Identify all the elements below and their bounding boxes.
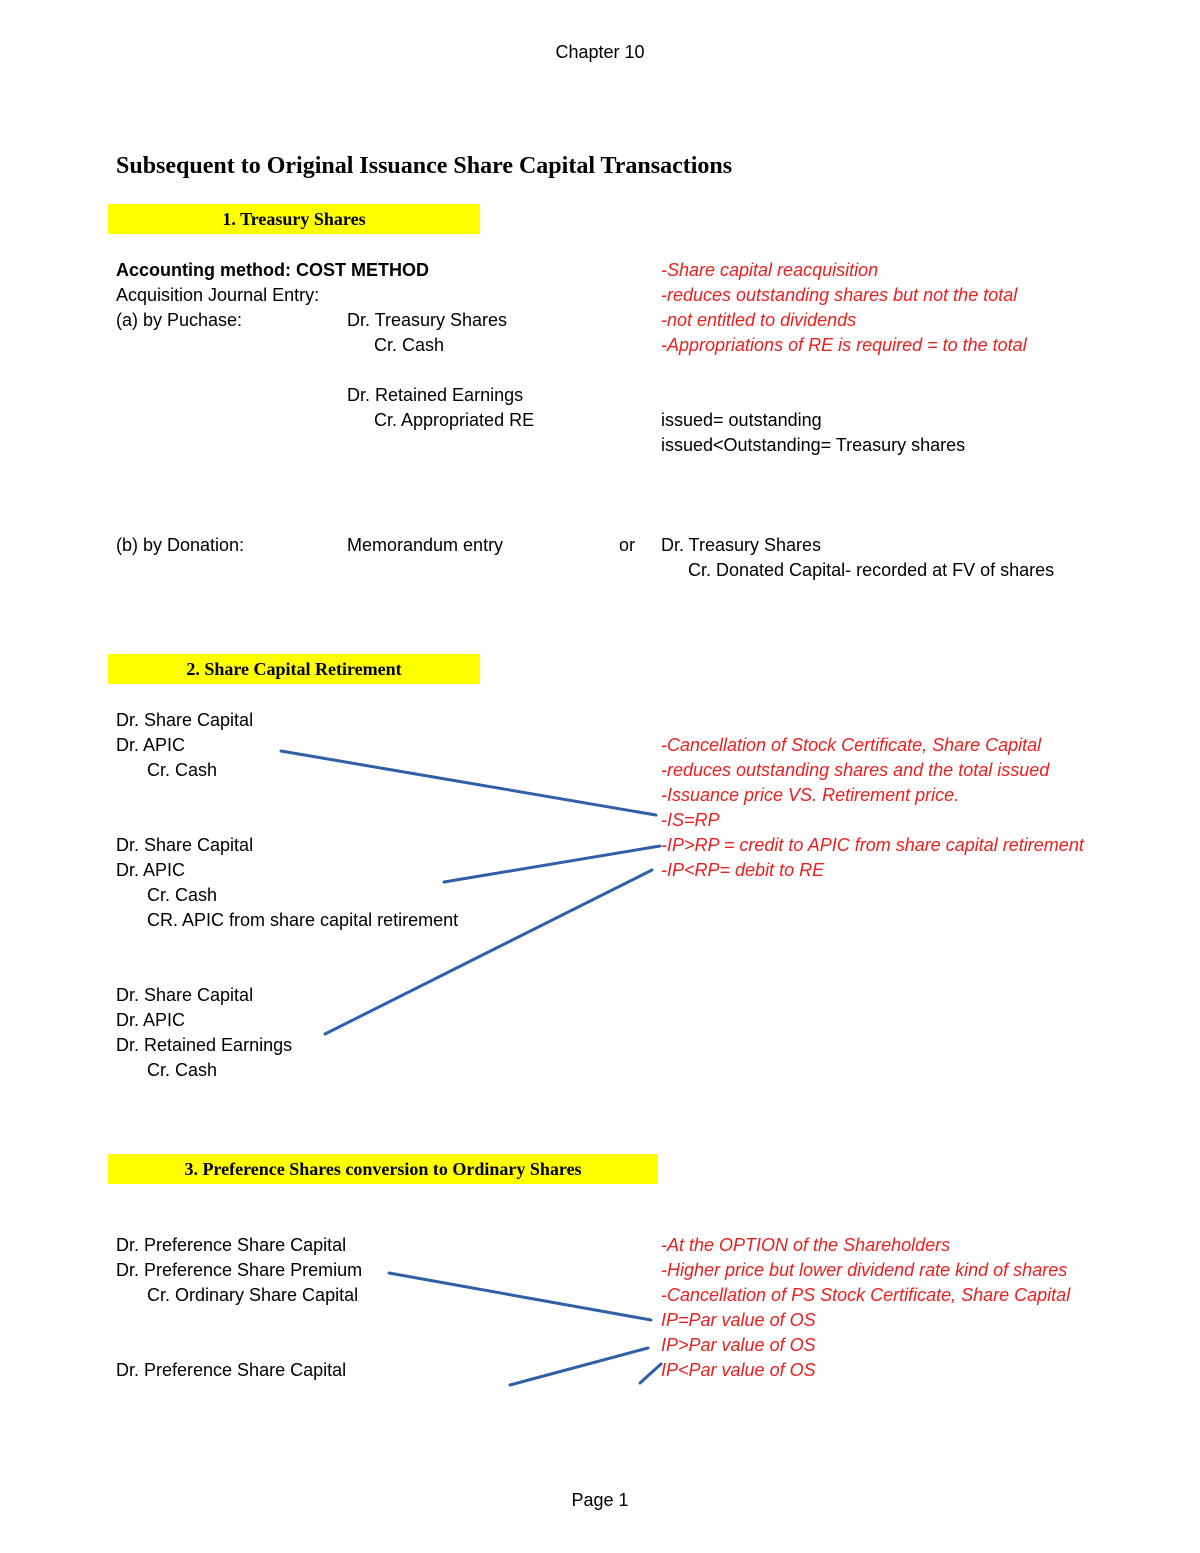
retirement-entry1-credit1: Cr. Cash bbox=[147, 760, 218, 780]
issued-equals-note: issued= outstanding bbox=[661, 410, 822, 430]
connector-line bbox=[444, 846, 660, 882]
re-debit: Dr. Retained Earnings bbox=[347, 385, 524, 405]
conversion-entry1-debit1: Dr. Preference Share Capital bbox=[116, 1235, 347, 1255]
retirement-entry3-debit1: Dr. Share Capital bbox=[116, 985, 254, 1005]
retirement-note: -Issuance price VS. Retirement price. bbox=[661, 785, 960, 805]
page-footer: Page 1 bbox=[571, 1490, 629, 1510]
conversion-note: -At the OPTION of the Shareholders bbox=[661, 1235, 951, 1255]
treasury-note: -Appropriations of RE is required = to the total bbox=[661, 335, 1027, 355]
page-header: Chapter 10 bbox=[555, 42, 645, 62]
conversion-note: IP>Par value of OS bbox=[661, 1335, 816, 1355]
retirement-entry1-debit2: Dr. APIC bbox=[116, 735, 186, 755]
connector-line bbox=[281, 751, 656, 815]
section-3-heading: 3. Preference Shares conversion to Ordinary Shares bbox=[108, 1154, 658, 1184]
donation-label: (b) by Donation: bbox=[116, 535, 245, 555]
conversion-note: -Higher price but lower dividend rate kind of shares bbox=[661, 1260, 1068, 1280]
page-title: Subsequent to Original Issuance Share Capital Transactions bbox=[116, 153, 733, 179]
retirement-entry2-credit1: Cr. Cash bbox=[147, 885, 218, 905]
accounting-method-label: Accounting method: COST METHOD bbox=[116, 260, 429, 280]
treasury-note: -Share capital reacquisition bbox=[661, 260, 879, 280]
purchase-credit: Cr. Cash bbox=[374, 335, 445, 355]
conversion-note: IP=Par value of OS bbox=[661, 1310, 816, 1330]
retirement-note: -IP<RP= debit to RE bbox=[661, 860, 825, 880]
conversion-entry2-debit1: Dr. Preference Share Capital bbox=[116, 1360, 347, 1380]
connector-line bbox=[640, 1364, 661, 1383]
connector-line bbox=[325, 870, 652, 1034]
retirement-entry3-debit2: Dr. APIC bbox=[116, 1010, 186, 1030]
conversion-note: -Cancellation of PS Stock Certificate, Share Capital bbox=[661, 1285, 1071, 1305]
acquisition-entry-label: Acquisition Journal Entry: bbox=[116, 285, 320, 305]
retirement-note: -Cancellation of Stock Certificate, Share Capital bbox=[661, 735, 1042, 755]
conversion-entry1-credit1: Cr. Ordinary Share Capital bbox=[147, 1285, 359, 1305]
retirement-entry2-credit2: CR. APIC from share capital retirement bbox=[147, 910, 459, 930]
retirement-entry3-credit1: Cr. Cash bbox=[147, 1060, 218, 1080]
memorandum-entry: Memorandum entry bbox=[347, 535, 504, 555]
issued-less-note: issued<Outstanding= Treasury shares bbox=[661, 435, 966, 455]
donation-debit: Dr. Treasury Shares bbox=[661, 535, 822, 555]
conversion-note: IP<Par value of OS bbox=[661, 1360, 816, 1380]
or-text: or bbox=[619, 535, 636, 555]
section-1-heading: 1. Treasury Shares bbox=[108, 204, 480, 234]
section-2-heading: 2. Share Capital Retirement bbox=[108, 654, 480, 684]
re-credit: Cr. Appropriated RE bbox=[374, 410, 535, 430]
retirement-note: -reduces outstanding shares and the total issued bbox=[661, 760, 1050, 780]
retirement-note: -IP>RP = credit to APIC from share capital retirement bbox=[661, 835, 1084, 855]
retirement-note: -IS=RP bbox=[661, 810, 720, 830]
retirement-entry1-debit1: Dr. Share Capital bbox=[116, 710, 254, 730]
purchase-label: (a) by Puchase: bbox=[116, 310, 243, 330]
retirement-entry2-debit2: Dr. APIC bbox=[116, 860, 186, 880]
purchase-debit: Dr. Treasury Shares bbox=[347, 310, 508, 330]
donation-credit: Cr. Donated Capital- recorded at FV of shares bbox=[688, 560, 1055, 580]
retirement-entry3-debit3: Dr. Retained Earnings bbox=[116, 1035, 293, 1055]
retirement-entry2-debit1: Dr. Share Capital bbox=[116, 835, 254, 855]
connector-line bbox=[510, 1348, 648, 1385]
connector-line bbox=[389, 1273, 651, 1320]
conversion-entry1-debit2: Dr. Preference Share Premium bbox=[116, 1260, 363, 1280]
treasury-note: -not entitled to dividends bbox=[661, 310, 857, 330]
treasury-note: -reduces outstanding shares but not the total bbox=[661, 285, 1018, 305]
